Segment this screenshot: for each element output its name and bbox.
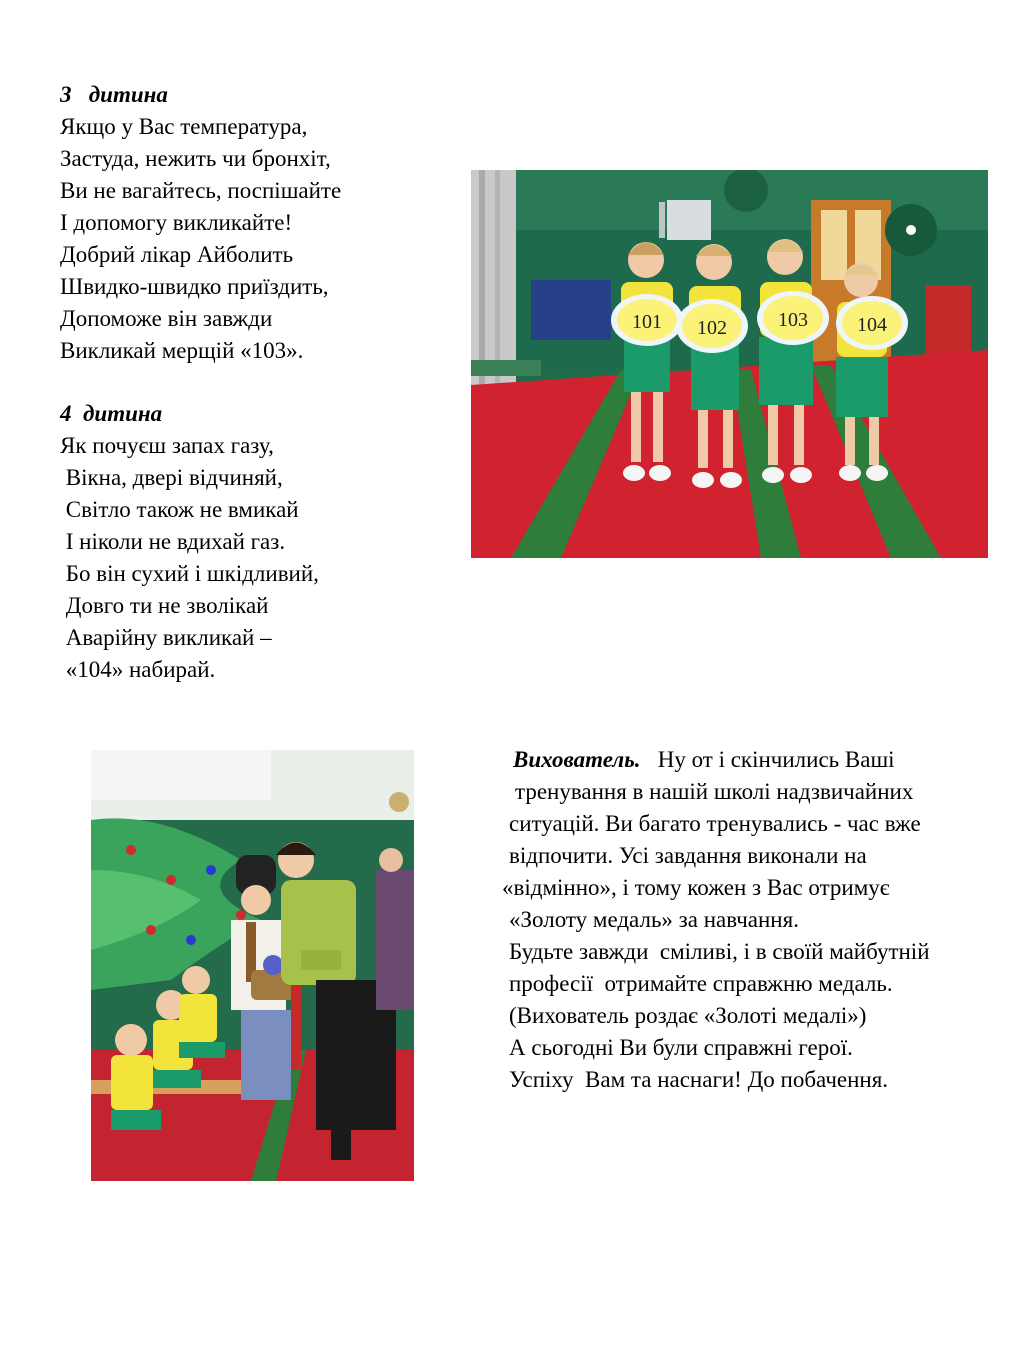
child4-line: Аварійну викликай – — [60, 625, 272, 650]
child3-line: Застуда, нежить чи бронхіт, — [60, 146, 331, 171]
teacher-line: відпочити. Усі завдання виконали на — [509, 843, 867, 868]
teacher-first-line — [513, 744, 895, 776]
photo-teacher-medals — [91, 750, 414, 1181]
sign-104 — [836, 296, 908, 350]
teacher-line: (Вихователь роздає «Золоті медалі») — [509, 1003, 867, 1028]
photo-children-drawing — [471, 170, 988, 558]
child4-line: І ніколи не вдихай газ. — [60, 529, 286, 554]
sign-101-label: 101 — [632, 311, 662, 333]
child4-line: Як почуєш запах газу, — [60, 433, 274, 458]
child4-heading: 4 дитина — [60, 401, 163, 426]
child4-line: «104» набирай. — [60, 657, 216, 682]
teacher-line: тренування в нашій школі надзвичайних — [515, 779, 914, 804]
child3-line: І допомогу викликайте! — [60, 210, 293, 235]
teacher-line: професії отримайте справжню медаль. — [509, 971, 893, 996]
teacher-line: Будьте завжди сміливі, і в своїй майбутній — [509, 939, 930, 964]
teacher-line: А сьогодні Ви були справжні герої. — [509, 1035, 853, 1060]
child3-line: Якщо у Вас температура, — [60, 114, 308, 139]
child3-heading: 3 дитина — [60, 82, 168, 107]
sign-102 — [676, 299, 748, 353]
child3-line: Ви не вагайтесь, поспішайте — [60, 178, 342, 203]
sign-104-label: 104 — [857, 314, 887, 336]
child4-line: Світло також не вмикай — [60, 497, 299, 522]
sign-103-label: 103 — [778, 309, 808, 331]
child4-line: Вікна, двері відчиняй, — [60, 465, 283, 490]
photo-children-emergency-numbers — [471, 170, 988, 558]
sign-103 — [757, 291, 829, 345]
teacher-speaker: Вихователь. — [513, 747, 641, 772]
child3-line: Швидко-швидко приїздить, — [60, 274, 329, 299]
child3-line: Добрий лікар Айболить — [60, 242, 294, 267]
photo-teacher-drawing — [91, 750, 414, 1181]
child3-line: Допоможе він завжди — [60, 306, 273, 331]
teacher-line: «Золоту медаль» за навчання. — [509, 907, 799, 932]
child3-line: Викликай мерщій «103». — [60, 338, 304, 363]
teacher-line: «відмінно», і тому кожен з Вас отримує — [502, 875, 890, 900]
child4-line: Довго ти не зволікай — [60, 593, 269, 618]
teacher-line: Успіху Вам та наснаги! До побачення. — [509, 1067, 889, 1092]
sign-102-label: 102 — [697, 317, 727, 339]
teacher-line: Ну от і скінчились Ваші — [657, 747, 895, 772]
sign-101 — [611, 294, 683, 346]
child4-line: Бо він сухий і шкідливий, — [60, 561, 319, 586]
teacher-line: ситуацій. Ви багато тренувались - час вже — [509, 811, 921, 836]
